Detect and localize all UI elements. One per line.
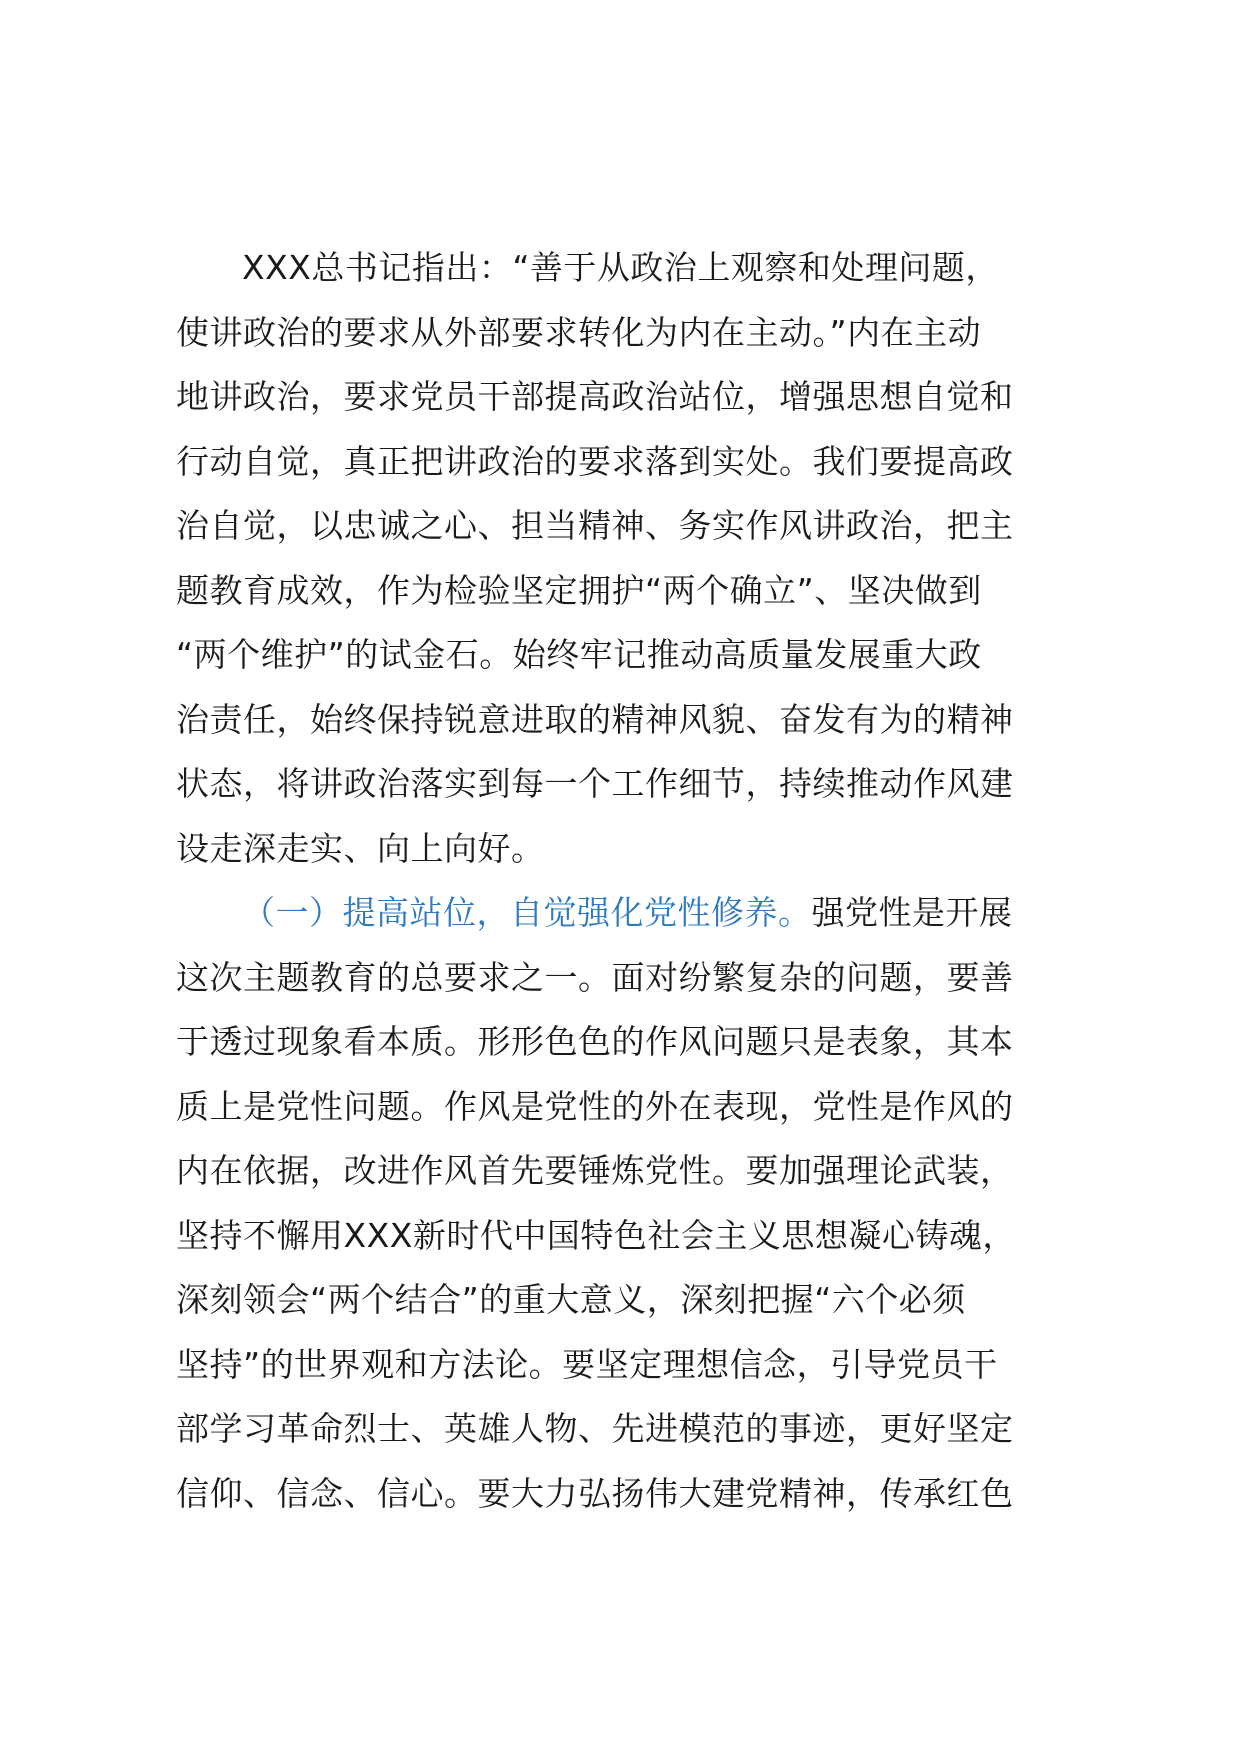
section-first-line-text: 强党性是开展: [811, 893, 1013, 932]
paragraph-line: 行动自觉，真正把讲政治的要求落到实处。我们要提高政: [176, 441, 1014, 481]
paragraph-line: 于透过现象看本质。形形色色的作风问题只是表象，其本: [176, 1022, 1014, 1061]
paragraph-line: “两个维护”的试金石。始终牢记推动高质量发展重大政: [176, 635, 982, 674]
section-heading: （一）提高站位，自觉强化党性修养。: [242, 893, 812, 932]
paragraph-line: 状态，将讲政治落实到每一个工作细节，持续推动作风建: [176, 764, 1014, 803]
paragraph-line: 坚持不懈用XXX新时代中国特色社会主义思想凝心铸魂，: [176, 1215, 1016, 1255]
paragraph-line: 内在依据，改进作风首先要锤炼党性。要加强理论武装，: [176, 1151, 1014, 1190]
paragraph-line: 部学习革命烈士、英雄人物、先进模范的事迹，更好坚定: [176, 1409, 1014, 1448]
document-body: [176, 236, 1076, 1526]
paragraph-line: XXX总书记指出：“善于从政治上观察和处理问题，: [242, 248, 999, 287]
paragraph-line: 信仰、信念、信心。要大力弘扬伟大建党精神，传承红色: [176, 1473, 1014, 1513]
paragraph-1: [176, 236, 1076, 881]
paragraph-line: 质上是党性问题。作风是党性的外在表现，党性是作风的: [176, 1086, 1014, 1126]
section-1-first-line: [176, 881, 1076, 946]
paragraph-line: 地讲政治，要求党员干部提高政治站位，增强思想自觉和: [176, 377, 1014, 416]
paragraph-line: 这次主题教育的总要求之一。面对纷繁复杂的问题，要善: [176, 957, 1014, 997]
paragraph-line: 深刻领会“两个结合”的重大意义，深刻把握“六个必须: [176, 1280, 966, 1319]
paragraph-line: 设走深走实、向上向好。: [176, 828, 545, 868]
paragraph-line: 治责任，始终保持锐意进取的精神风貌、奋发有为的精神: [176, 699, 1014, 739]
paragraph-line: 坚持”的世界观和方法论。要坚定理想信念，引导党员干: [176, 1344, 998, 1384]
paragraph-line: 题教育成效，作为检验坚定拥护“两个确立”、坚决做到: [176, 570, 982, 610]
section-1: [176, 881, 1076, 1526]
paragraph-line: 治自觉，以忠诚之心、担当精神、务实作风讲政治，把主: [176, 506, 1014, 545]
paragraph-line: 使讲政治的要求从外部要求转化为内在主动。”内在主动: [176, 312, 982, 352]
